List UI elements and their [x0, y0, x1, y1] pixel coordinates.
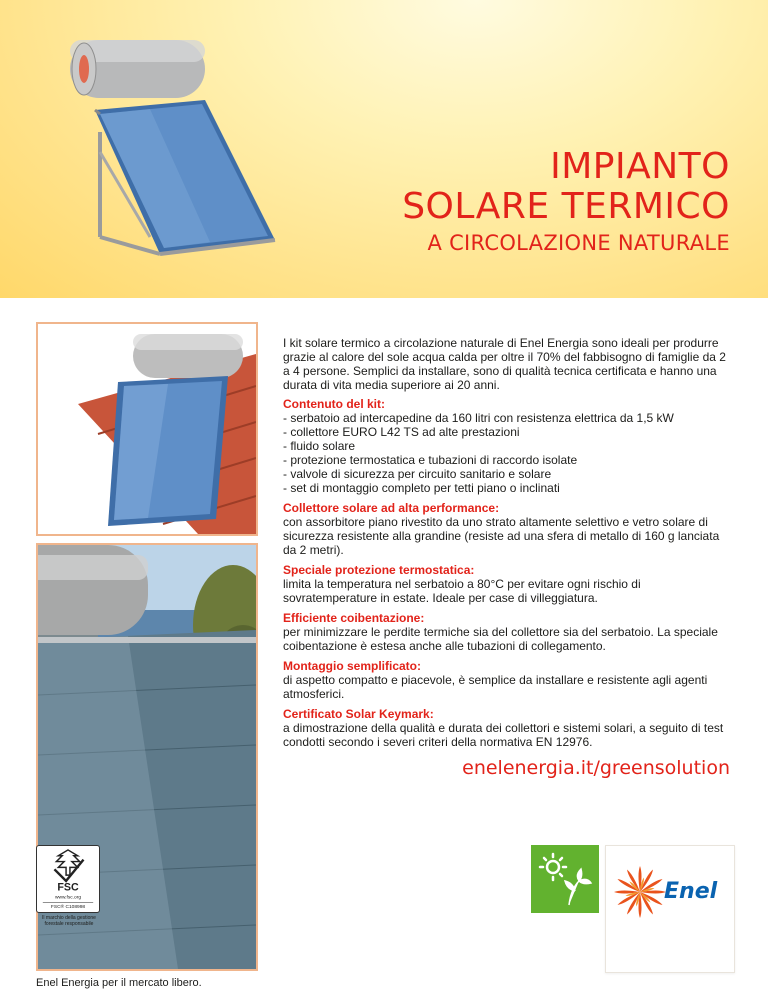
green-solution-icon	[531, 845, 599, 913]
kit-item: - collettore EURO L42 TS ad alte prestazioni	[283, 425, 520, 439]
title-line-1: IMPIANTO	[550, 146, 730, 187]
title-line-2: SOLARE TERMICO	[402, 186, 730, 227]
section-title: Certificato Solar Keymark:	[283, 707, 434, 721]
enel-wordmark: Enel	[664, 879, 718, 904]
roof-photo	[36, 322, 258, 536]
fsc-code: FSC® C108998	[50, 905, 86, 911]
enel-flower-icon	[606, 846, 734, 972]
thermostatic-section	[283, 563, 728, 605]
kit-item: - protezione termostatica e tubazioni di raccordo isolate	[283, 453, 578, 467]
section-title: Collettore solare ad alta performance:	[283, 501, 500, 515]
keymark-section	[283, 707, 728, 749]
kit-title: Contenuto del kit:	[283, 397, 385, 411]
kit-item: - serbatoio ad intercapedine da 160 litri con resistenza elettrica da 1,5 kW	[283, 411, 674, 425]
kit-section	[283, 397, 728, 495]
section-text: di aspetto compatto e piacevole, è semplice da installare e resistente agli agenti atmosferici.	[283, 673, 708, 701]
kit-list	[283, 411, 728, 495]
fsc-label: FSC	[57, 881, 79, 894]
collector-section	[283, 501, 728, 557]
kit-item: - set di montaggio completo per tetti piano o inclinati	[283, 481, 560, 495]
main-content	[283, 336, 728, 755]
website-link[interactable]: enelenergia.it/greensolution	[462, 757, 730, 779]
section-text: a dimostrazione della qualità e durata dei collettori e sistemi solari, a seguito di test condotti secondo i severi criteri della normativa EN 12976.	[283, 721, 724, 749]
footer-text: Enel Energia per il mercato libero.	[36, 977, 202, 989]
section-text: limita la temperatura nel serbatoio a 80°C per evitare ogni rischio di sovratemperature in estate. Ideale per case di villeggiatura.	[283, 577, 641, 605]
subtitle: A CIRCOLAZIONE NATURALE	[427, 231, 730, 255]
fsc-note: Il marchio della gestione forestale responsabile	[42, 915, 96, 927]
solar-heater-image	[60, 22, 290, 272]
hero-banner	[0, 0, 768, 298]
mounting-section	[283, 659, 728, 701]
intro-paragraph: I kit solare termico a circolazione naturale di Enel Energia sono ideali per produrre grazie al calore del sole acqua calda per oltre il 70% del fabbisogno di famiglie da 2 a 4 persone. Semplici da installare, sono di qualità tecnica certificata e hanno una durata di vita media superiore ai 20 anni.	[283, 336, 726, 392]
kit-item: - valvole di sicurezza per circuito sanitario e solare	[283, 467, 552, 481]
section-title: Efficiente coibentazione:	[283, 611, 425, 625]
insulation-section	[283, 611, 728, 653]
fsc-logo	[36, 845, 100, 913]
enel-logo	[605, 845, 735, 973]
section-text: con assorbitore piano rivestito da uno strato altamente selettivo e vetro solare di sicurezza resistente alla grandine (resiste ad una sfera di metallo di 160 g lanciata da 2 metri).	[283, 515, 720, 557]
kit-item: - fluido solare	[283, 439, 356, 453]
fsc-site: www.fsc.org	[54, 895, 82, 901]
section-text: per minimizzare le perdite termiche sia del collettore sia del serbatoio. La speciale coibentazione è estesa anche alle tubazioni di collegamento.	[283, 625, 718, 653]
section-title: Montaggio semplificato:	[283, 659, 421, 673]
section-title: Speciale protezione termostatica:	[283, 563, 475, 577]
